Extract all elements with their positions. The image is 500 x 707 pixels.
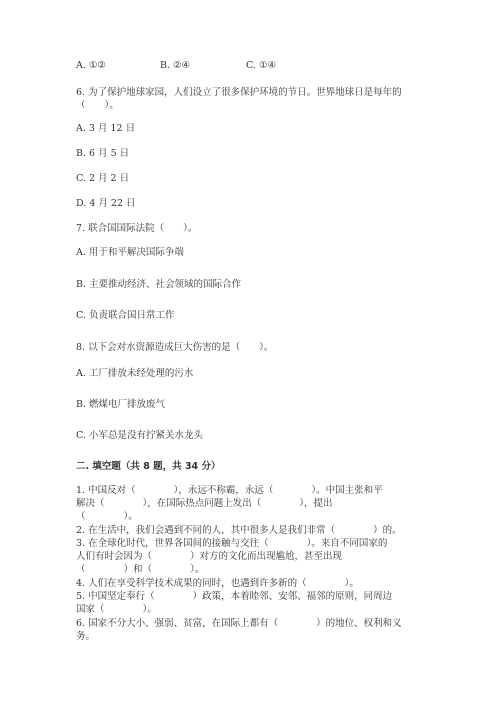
- fill-q3-line1: 3. 在全球化时代，世界各国间的接触与交往（ ）。来自不同国家的: [76, 538, 388, 549]
- q7-option-b[interactable]: B. 主要推动经济、社会领域的国际合作: [76, 279, 242, 290]
- q6-option-b[interactable]: B. 6 月 5 日: [76, 148, 130, 159]
- q6-stem-line2: （ ）。: [76, 100, 119, 111]
- fill-q5-line2: 国家（ ）。: [76, 604, 157, 615]
- fill-q6-line1: 6. 国家不分大小、强弱、贫富，在国际上都有（ ）的地位、权利和义: [76, 618, 402, 629]
- fill-q4: 4. 人们在享受科学技术成果的同时，也遇到许多新的（ ）。: [76, 578, 359, 589]
- q5-option-a[interactable]: A. ①②: [76, 60, 106, 71]
- fill-q6-line2: 务。: [76, 631, 96, 642]
- q8-option-c[interactable]: C. 小军总是没有拧紧关水龙头: [76, 430, 203, 441]
- q5-option-c[interactable]: C. ①④: [246, 60, 277, 71]
- fill-q1-line3: （ ）。: [76, 511, 138, 522]
- fill-q2: 2. 在生活中，我们会遇到不同的人，其中很多人是我们非常（ ）的。: [76, 525, 402, 536]
- q8-option-a[interactable]: A. 工厂排放未经处理的污水: [76, 368, 194, 379]
- section-title-fill-in: 二. 填空题（共 8 题，共 34 分）: [76, 461, 221, 472]
- fill-q1-line2: 解决（ ），在国际热点问题上发出（ ），提出: [76, 498, 333, 509]
- q6-option-a[interactable]: A. 3 月 12 日: [76, 123, 136, 134]
- q6-option-d[interactable]: D. 4 月 22 日: [76, 198, 136, 209]
- q6-option-c[interactable]: C. 2 月 2 日: [76, 173, 130, 184]
- q7-option-a[interactable]: A. 用于和平解决国际争端: [76, 247, 184, 258]
- q5-option-b[interactable]: B. ②④: [160, 60, 191, 71]
- q7-stem: 7. 联合国国际法院（ ）。: [76, 223, 198, 234]
- q8-stem: 8. 以下会对水资源造成巨大伤害的是（ ）。: [76, 342, 274, 353]
- fill-q3-line3: （ ）和（ ）。: [76, 564, 205, 575]
- fill-q1-line1: 1. 中国反对（ ），永远不称霸，永远（ ）。中国主张和平: [76, 485, 383, 496]
- fill-q5-line1: 5. 中国坚定奉行（ ）政策，本着睦邻、安邻、福邻的原则，同周边: [76, 591, 393, 602]
- q6-stem-line1: 6. 为了保护地球家园，人们设立了很多保护环境的节日。世界地球日是每年的: [76, 87, 402, 98]
- q7-option-c[interactable]: C. 负责联合国日常工作: [76, 310, 175, 321]
- fill-q3-line2: 人们有时会因为（ ）对方的文化而出现尴尬，甚至出现: [76, 551, 343, 562]
- q8-option-b[interactable]: B. 燃煤电厂排放废气: [76, 399, 166, 410]
